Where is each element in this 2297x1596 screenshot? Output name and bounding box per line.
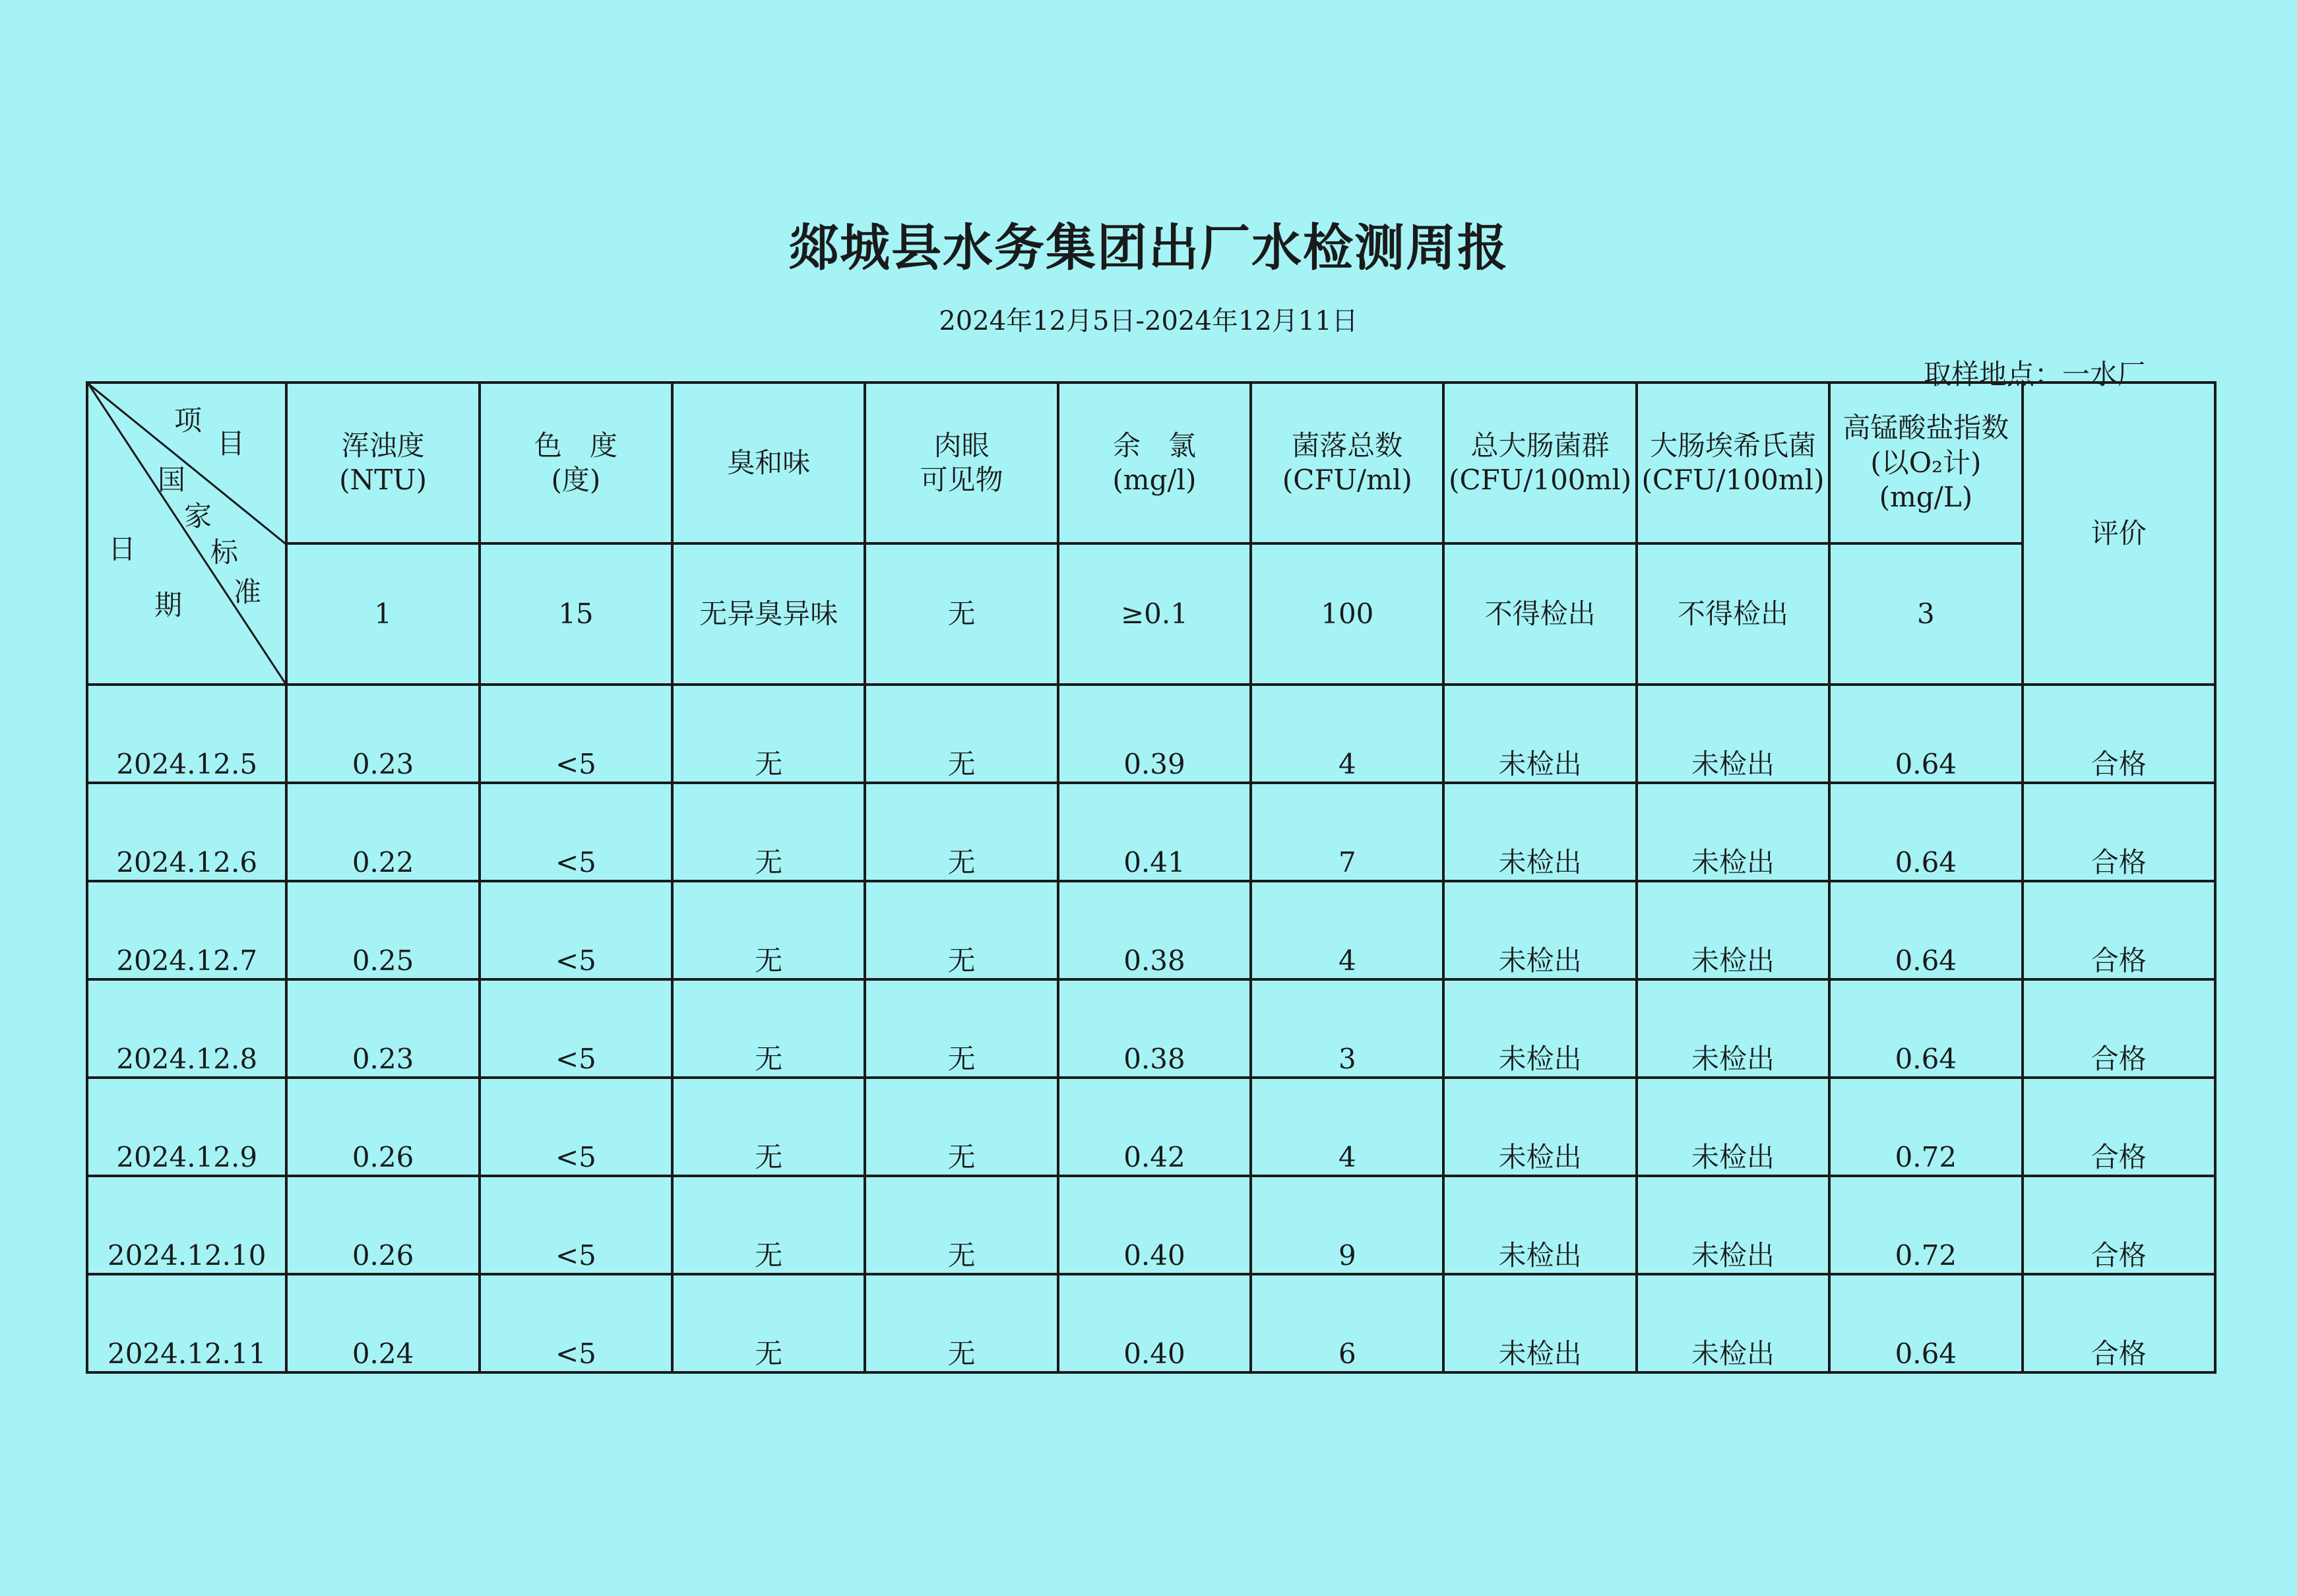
table-cell: 0.23 xyxy=(286,685,479,783)
evaluation-cell: 合格 xyxy=(2023,783,2215,881)
table-cell: 0.64 xyxy=(1829,881,2022,979)
standards-row xyxy=(87,543,2215,685)
table-cell: 未检出 xyxy=(1443,1274,1636,1372)
standard-value: 不得检出 xyxy=(1637,543,1829,685)
corner-item-char-1: 项 xyxy=(174,404,203,437)
date-range: 2024年12月5日-2024年12月11日 xyxy=(939,306,1358,336)
table-cell: 未检出 xyxy=(1443,1078,1636,1176)
table-cell: 未检出 xyxy=(1637,881,1829,979)
table-row xyxy=(87,1176,2215,1274)
table-cell: 9 xyxy=(1251,1176,1443,1274)
header-evaluation: 评价 xyxy=(2023,383,2215,685)
table-cell: 无 xyxy=(672,1274,865,1372)
corner-standard-char-3: 标 xyxy=(210,536,239,568)
evaluation-cell: 合格 xyxy=(2023,1078,2215,1176)
table-cell: 0.72 xyxy=(1829,1176,2022,1274)
table-cell: <5 xyxy=(480,979,672,1078)
table-cell: 无 xyxy=(672,685,865,783)
table-cell: 0.64 xyxy=(1829,783,2022,881)
corner-item-char-2: 目 xyxy=(217,427,245,460)
table-cell: 0.41 xyxy=(1058,783,1251,881)
table-cell: 0.72 xyxy=(1829,1078,2022,1176)
corner-standard-char-1: 国 xyxy=(158,464,186,496)
table-cell: 无 xyxy=(865,1078,1057,1176)
table-cell: 0.38 xyxy=(1058,881,1251,979)
standard-value: 1 xyxy=(286,543,479,685)
date-cell: 2024.12.8 xyxy=(87,979,286,1078)
table-cell: 未检出 xyxy=(1637,1176,1829,1274)
table-cell: 6 xyxy=(1251,1274,1443,1372)
table-cell: 未检出 xyxy=(1637,783,1829,881)
evaluation-cell: 合格 xyxy=(2023,979,2215,1078)
table-cell: 未检出 xyxy=(1443,783,1636,881)
date-cell: 2024.12.9 xyxy=(87,1078,286,1176)
table-cell: 无 xyxy=(865,1274,1057,1372)
table-cell: 未检出 xyxy=(1443,685,1636,783)
corner-cell xyxy=(87,383,286,685)
date-cell: 2024.12.5 xyxy=(87,685,286,783)
header-permanganate-index: 高锰酸盐指数 (以O₂计) (mg/L) xyxy=(1829,383,2022,543)
table-cell: 未检出 xyxy=(1637,1274,1829,1372)
table-cell: <5 xyxy=(480,1176,672,1274)
table-cell: 0.25 xyxy=(286,881,479,979)
table-cell: 0.40 xyxy=(1058,1176,1251,1274)
table-cell: 0.22 xyxy=(286,783,479,881)
table-cell: 0.26 xyxy=(286,1078,479,1176)
header-residual-chlorine: 余 氯 (mg/l) xyxy=(1058,383,1251,543)
table-cell: 无 xyxy=(865,979,1057,1078)
table-cell: 无 xyxy=(865,881,1057,979)
water-quality-table xyxy=(86,381,2217,1374)
table-cell: 无 xyxy=(672,881,865,979)
table-cell: 未检出 xyxy=(1637,685,1829,783)
table-cell: 7 xyxy=(1251,783,1443,881)
table-cell: 未检出 xyxy=(1443,979,1636,1078)
table-row xyxy=(87,685,2215,783)
table-cell: <5 xyxy=(480,1078,672,1176)
corner-date-char-2: 期 xyxy=(154,589,183,621)
date-cell: 2024.12.11 xyxy=(87,1274,286,1372)
header-colony-count: 菌落总数 (CFU/ml) xyxy=(1251,383,1443,543)
table-row xyxy=(87,1274,2215,1372)
header-turbidity: 浑浊度 (NTU) xyxy=(286,383,479,543)
standard-value: 3 xyxy=(1829,543,2022,685)
table-cell: 0.23 xyxy=(286,979,479,1078)
table-cell: <5 xyxy=(480,881,672,979)
table-cell: 无 xyxy=(672,783,865,881)
table-cell: 4 xyxy=(1251,1078,1443,1176)
evaluation-cell: 合格 xyxy=(2023,1176,2215,1274)
corner-standard-char-4: 准 xyxy=(234,576,262,608)
table-cell: 0.38 xyxy=(1058,979,1251,1078)
standard-value: 100 xyxy=(1251,543,1443,685)
standard-value: ≥0.1 xyxy=(1058,543,1251,685)
table-cell: 0.64 xyxy=(1829,1274,2022,1372)
header-color: 色 度 (度) xyxy=(480,383,672,543)
table-cell: 0.24 xyxy=(286,1274,479,1372)
date-cell: 2024.12.6 xyxy=(87,783,286,881)
table-cell: 0.64 xyxy=(1829,979,2022,1078)
table-cell: 0.64 xyxy=(1829,685,2022,783)
table-cell: 无 xyxy=(672,1078,865,1176)
date-cell: 2024.12.7 xyxy=(87,881,286,979)
corner-standard-char-2: 家 xyxy=(184,500,212,532)
table-cell: 0.39 xyxy=(1058,685,1251,783)
table-cell: <5 xyxy=(480,685,672,783)
table-cell: <5 xyxy=(480,783,672,881)
table-cell: 0.40 xyxy=(1058,1274,1251,1372)
header-row xyxy=(87,383,2215,543)
table-row xyxy=(87,1078,2215,1176)
table-row xyxy=(87,783,2215,881)
standard-value: 不得检出 xyxy=(1443,543,1636,685)
table-cell: 3 xyxy=(1251,979,1443,1078)
header-odor-taste: 臭和味 xyxy=(672,383,865,543)
table-cell: 无 xyxy=(865,1176,1057,1274)
standard-value: 15 xyxy=(480,543,672,685)
header-e-coli: 大肠埃希氏菌 (CFU/100ml) xyxy=(1637,383,1829,543)
table-row xyxy=(87,979,2215,1078)
table-cell: 未检出 xyxy=(1637,1078,1829,1176)
sampling-location: 取样地点：一水厂 xyxy=(1923,358,2145,390)
table-cell: 无 xyxy=(672,979,865,1078)
table-cell: 4 xyxy=(1251,685,1443,783)
report-title: 郯城县水务集团出厂水检测周报 xyxy=(788,218,1509,277)
table-cell: 无 xyxy=(865,685,1057,783)
table-cell: <5 xyxy=(480,1274,672,1372)
table-cell: 未检出 xyxy=(1443,1176,1636,1274)
evaluation-cell: 合格 xyxy=(2023,685,2215,783)
table-cell: 无 xyxy=(672,1176,865,1274)
evaluation-cell: 合格 xyxy=(2023,1274,2215,1372)
corner-date-char-1: 日 xyxy=(108,533,137,565)
table-cell: 未检出 xyxy=(1637,979,1829,1078)
table-cell: 4 xyxy=(1251,881,1443,979)
evaluation-cell: 合格 xyxy=(2023,881,2215,979)
standard-value: 无异臭异味 xyxy=(672,543,865,685)
table-cell: 0.26 xyxy=(286,1176,479,1274)
header-total-coliforms: 总大肠菌群 (CFU/100ml) xyxy=(1443,383,1636,543)
table-cell: 0.42 xyxy=(1058,1078,1251,1176)
table-cell: 未检出 xyxy=(1443,881,1636,979)
table-cell: 无 xyxy=(865,783,1057,881)
standard-value: 无 xyxy=(865,543,1057,685)
table-row xyxy=(87,881,2215,979)
date-cell: 2024.12.10 xyxy=(87,1176,286,1274)
header-visible-matter: 肉眼 可见物 xyxy=(865,383,1057,543)
